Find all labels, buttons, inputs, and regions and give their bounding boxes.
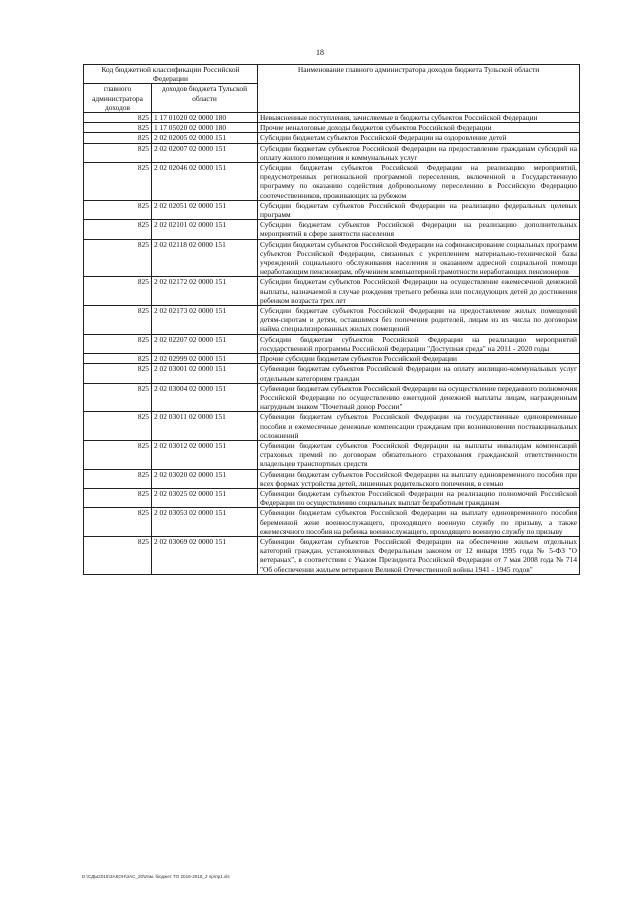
table-row	[84, 123, 580, 133]
admin-code-cell: 825	[84, 133, 152, 143]
income-name-cell: Субсидии бюджетам субъектов Российской Федерации на реализацию дополнительных мероприятий в сфере занятости населения	[258, 220, 580, 239]
income-code-cell: 2 02 02005 02 0000 151	[152, 133, 258, 143]
admin-code-cell: 825	[84, 469, 152, 488]
income-name-cell: Субсидии бюджетам субъектов Российской Федерации на предоставление жилых помещений детям-сиротам и детям, оставшимся без попечения родителей, лицам из их числа по договорам найма специализированных жилых помещений	[258, 306, 580, 335]
income-name-cell: Субсидии бюджетам субъектов Российской Федерации на оздоровление детей	[258, 133, 580, 143]
table-body	[84, 113, 580, 575]
income-code-cell: 2 02 02046 02 0000 151	[152, 163, 258, 201]
admin-code-cell: 825	[84, 364, 152, 383]
admin-code-cell: 825	[84, 239, 152, 277]
income-name-cell: Субвенции бюджетам субъектов Российской Федерации на выплаты инвалидам компенсаций страховых премий по договорам обязательного страхования гражданской ответственности владельцев транспортных средств	[258, 440, 580, 469]
table-row	[84, 277, 580, 306]
name-column-header: Наименование главного администратора доходов бюджета Тульской области	[258, 65, 580, 113]
table-row	[84, 200, 580, 219]
income-code-cell: 2 02 02172 02 0000 151	[152, 277, 258, 306]
income-name-cell: Субвенции бюджетам субъектов Российской Федерации на оплату жилищно-коммунальных услуг отдельным категориям граждан	[258, 364, 580, 383]
income-name-cell: Субсидии бюджетам субъектов Российской Федерации на софинансирование социальных программ субъектов Российской Федерации, связанных с укреплением материально-технической базы учреждений социального обслуживания населения и оказанием адресной социальной помощи неработающим пенсионерам, обучением компьютерной грамотности неработающих пенсионеров	[258, 239, 580, 277]
income-name-cell: Прочие неналоговые доходы бюджетов субъектов Российской Федерации	[258, 123, 580, 133]
table-row	[84, 306, 580, 335]
table-header-row	[84, 65, 580, 84]
admin-code-cell: 825	[84, 412, 152, 441]
table-row	[84, 163, 580, 201]
income-name-cell: Субвенции бюджетам субъектов Российской Федерации на осуществление переданного полномочия Российской Федерации по осуществлению ежегодной денежной выплаты лицам, награжденным нагрудным знаком "Почетный донор России"	[258, 383, 580, 412]
income-name-cell: Субвенции бюджетам субъектов Российской Федерации на обеспечение жильем отдельных категорий граждан, установленных Федеральным законом от 12 января 1995 года № 5-ФЗ "О ветеранах", в соответствии с Указом Президента Российской Федерации от 7 мая 2008 года № 714 "Об обеспечении жильем ветеранов Великой Отечественной войны 1941 - 1945 годов"	[258, 536, 580, 574]
admin-code-cell: 825	[84, 488, 152, 507]
table-row	[84, 508, 580, 537]
table-row	[84, 412, 580, 441]
income-name-cell: Субвенции бюджетам субъектов Российской Федерации на выплату единовременного пособия при всех формах устройства детей, лишенных родительского попечения, в семью	[258, 469, 580, 488]
table-row	[84, 536, 580, 574]
admin-code-cell: 825	[84, 143, 152, 162]
income-code-cell: 2 02 03011 02 0000 151	[152, 412, 258, 441]
table-row	[84, 440, 580, 469]
table-row	[84, 354, 580, 364]
table-row	[84, 334, 580, 353]
admin-code-cell: 825	[84, 536, 152, 574]
table-row	[84, 469, 580, 488]
income-code-cell: 2 02 02173 02 0000 151	[152, 306, 258, 335]
admin-code-cell: 825	[84, 163, 152, 201]
admin-code-cell: 825	[84, 383, 152, 412]
income-name-cell: Невыясненные поступления, зачисляемые в бюджеты субъектов Российской Федерации	[258, 113, 580, 123]
income-name-cell: Прочие субсидии бюджетам субъектов Российской Федерации	[258, 354, 580, 364]
income-code-cell: 1 17 01020 02 0000 180	[152, 113, 258, 123]
income-name-cell: Субсидии бюджетам субъектов Российской Федерации на реализацию федеральных целевых программ	[258, 200, 580, 219]
table-row	[84, 364, 580, 383]
admin-code-cell: 825	[84, 123, 152, 133]
income-code-cell: 2 02 03069 02 0000 151	[152, 536, 258, 574]
table-row	[84, 133, 580, 143]
income-code-cell: 2 02 02207 02 0000 151	[152, 334, 258, 353]
table-row	[84, 383, 580, 412]
income-name-cell: Субвенции бюджетам субъектов Российской Федерации на реализацию полномочий Российской Федерации по осуществлению социальных выплат безработным гражданам	[258, 488, 580, 507]
income-code-cell: 2 02 02007 02 0000 151	[152, 143, 258, 162]
table-row	[84, 239, 580, 277]
admin-code-cell: 825	[84, 200, 152, 219]
table-row	[84, 220, 580, 239]
table-row	[84, 113, 580, 123]
income-name-cell: Субвенции бюджетам субъектов Российской Федерации на государственные единовременные пособия и ежемесячные денежные компенсации гражданам при возникновении поствакцинальных осложнений	[258, 412, 580, 441]
page-number: 18	[316, 48, 324, 57]
income-code-cell: 2 02 02051 02 0000 151	[152, 200, 258, 219]
admin-column-header: главного администратора доходов	[84, 84, 152, 113]
income-column-header: доходов бюджета Тульской области	[152, 84, 258, 113]
table-row	[84, 488, 580, 507]
income-code-cell: 2 02 03004 02 0000 151	[152, 383, 258, 412]
income-name-cell: Субвенции бюджетам субъектов Российской Федерации на выплату единовременного пособия беременной жене военнослужащего, проходящего военную службу по призыву, а также ежемесячного пособия на ребенка военнослужащего, проходящего военную службу по призыву	[258, 508, 580, 537]
income-name-cell: Субсидии бюджетам субъектов Российской Федерации на реализацию мероприятий, предусмотренных региональной программой переселения, включенной в Государственную программу по оказанию содействия добровольному переселению в Российскую Федерацию соотечественников, проживающих за рубежом	[258, 163, 580, 201]
income-administrators-table	[83, 64, 580, 575]
income-code-cell: 2 02 03053 02 0000 151	[152, 508, 258, 537]
income-code-cell: 2 02 03020 02 0000 151	[152, 469, 258, 488]
admin-code-cell: 825	[84, 508, 152, 537]
income-code-cell: 2 02 03001 02 0000 151	[152, 364, 258, 383]
income-code-cell: 1 17 05020 02 0000 180	[152, 123, 258, 133]
income-name-cell: Субсидии бюджетам субъектов Российской Федерации на предоставление гражданам субсидий на оплату жилого помещения и коммунальных услуг	[258, 143, 580, 162]
income-code-cell: 2 02 03012 02 0000 151	[152, 440, 258, 469]
income-code-cell: 2 02 02101 02 0000 151	[152, 220, 258, 239]
admin-code-cell: 825	[84, 113, 152, 123]
income-code-cell: 2 02 02118 02 0000 151	[152, 239, 258, 277]
kbk-header: Код бюджетной классификации Российской Федерации	[84, 65, 258, 84]
admin-code-cell: 825	[84, 220, 152, 239]
file-path-footer: D:\СДЫ2016\ЗАКОН\ЗАС_20\Изм. бюджет ТО 2016-2018_2 пр\пр1.xls	[82, 874, 230, 879]
income-name-cell: Субсидии бюджетам субъектов Российской Федерации на реализацию мероприятий государственной программы Российской Федерации "Доступная среда" на 2011 - 2020 годы	[258, 334, 580, 353]
admin-code-cell: 825	[84, 306, 152, 335]
income-code-cell: 2 02 03025 02 0000 151	[152, 488, 258, 507]
admin-code-cell: 825	[84, 440, 152, 469]
table-row	[84, 143, 580, 162]
income-name-cell: Субсидии бюджетам субъектов Российской Федерации на осуществление ежемесячной денежной выплаты, назначаемой в случае рождения третьего ребенка или последующих детей до достижения ребенком возраста трех лет	[258, 277, 580, 306]
admin-code-cell: 825	[84, 277, 152, 306]
admin-code-cell: 825	[84, 354, 152, 364]
admin-code-cell: 825	[84, 334, 152, 353]
income-code-cell: 2 02 02999 02 0000 151	[152, 354, 258, 364]
